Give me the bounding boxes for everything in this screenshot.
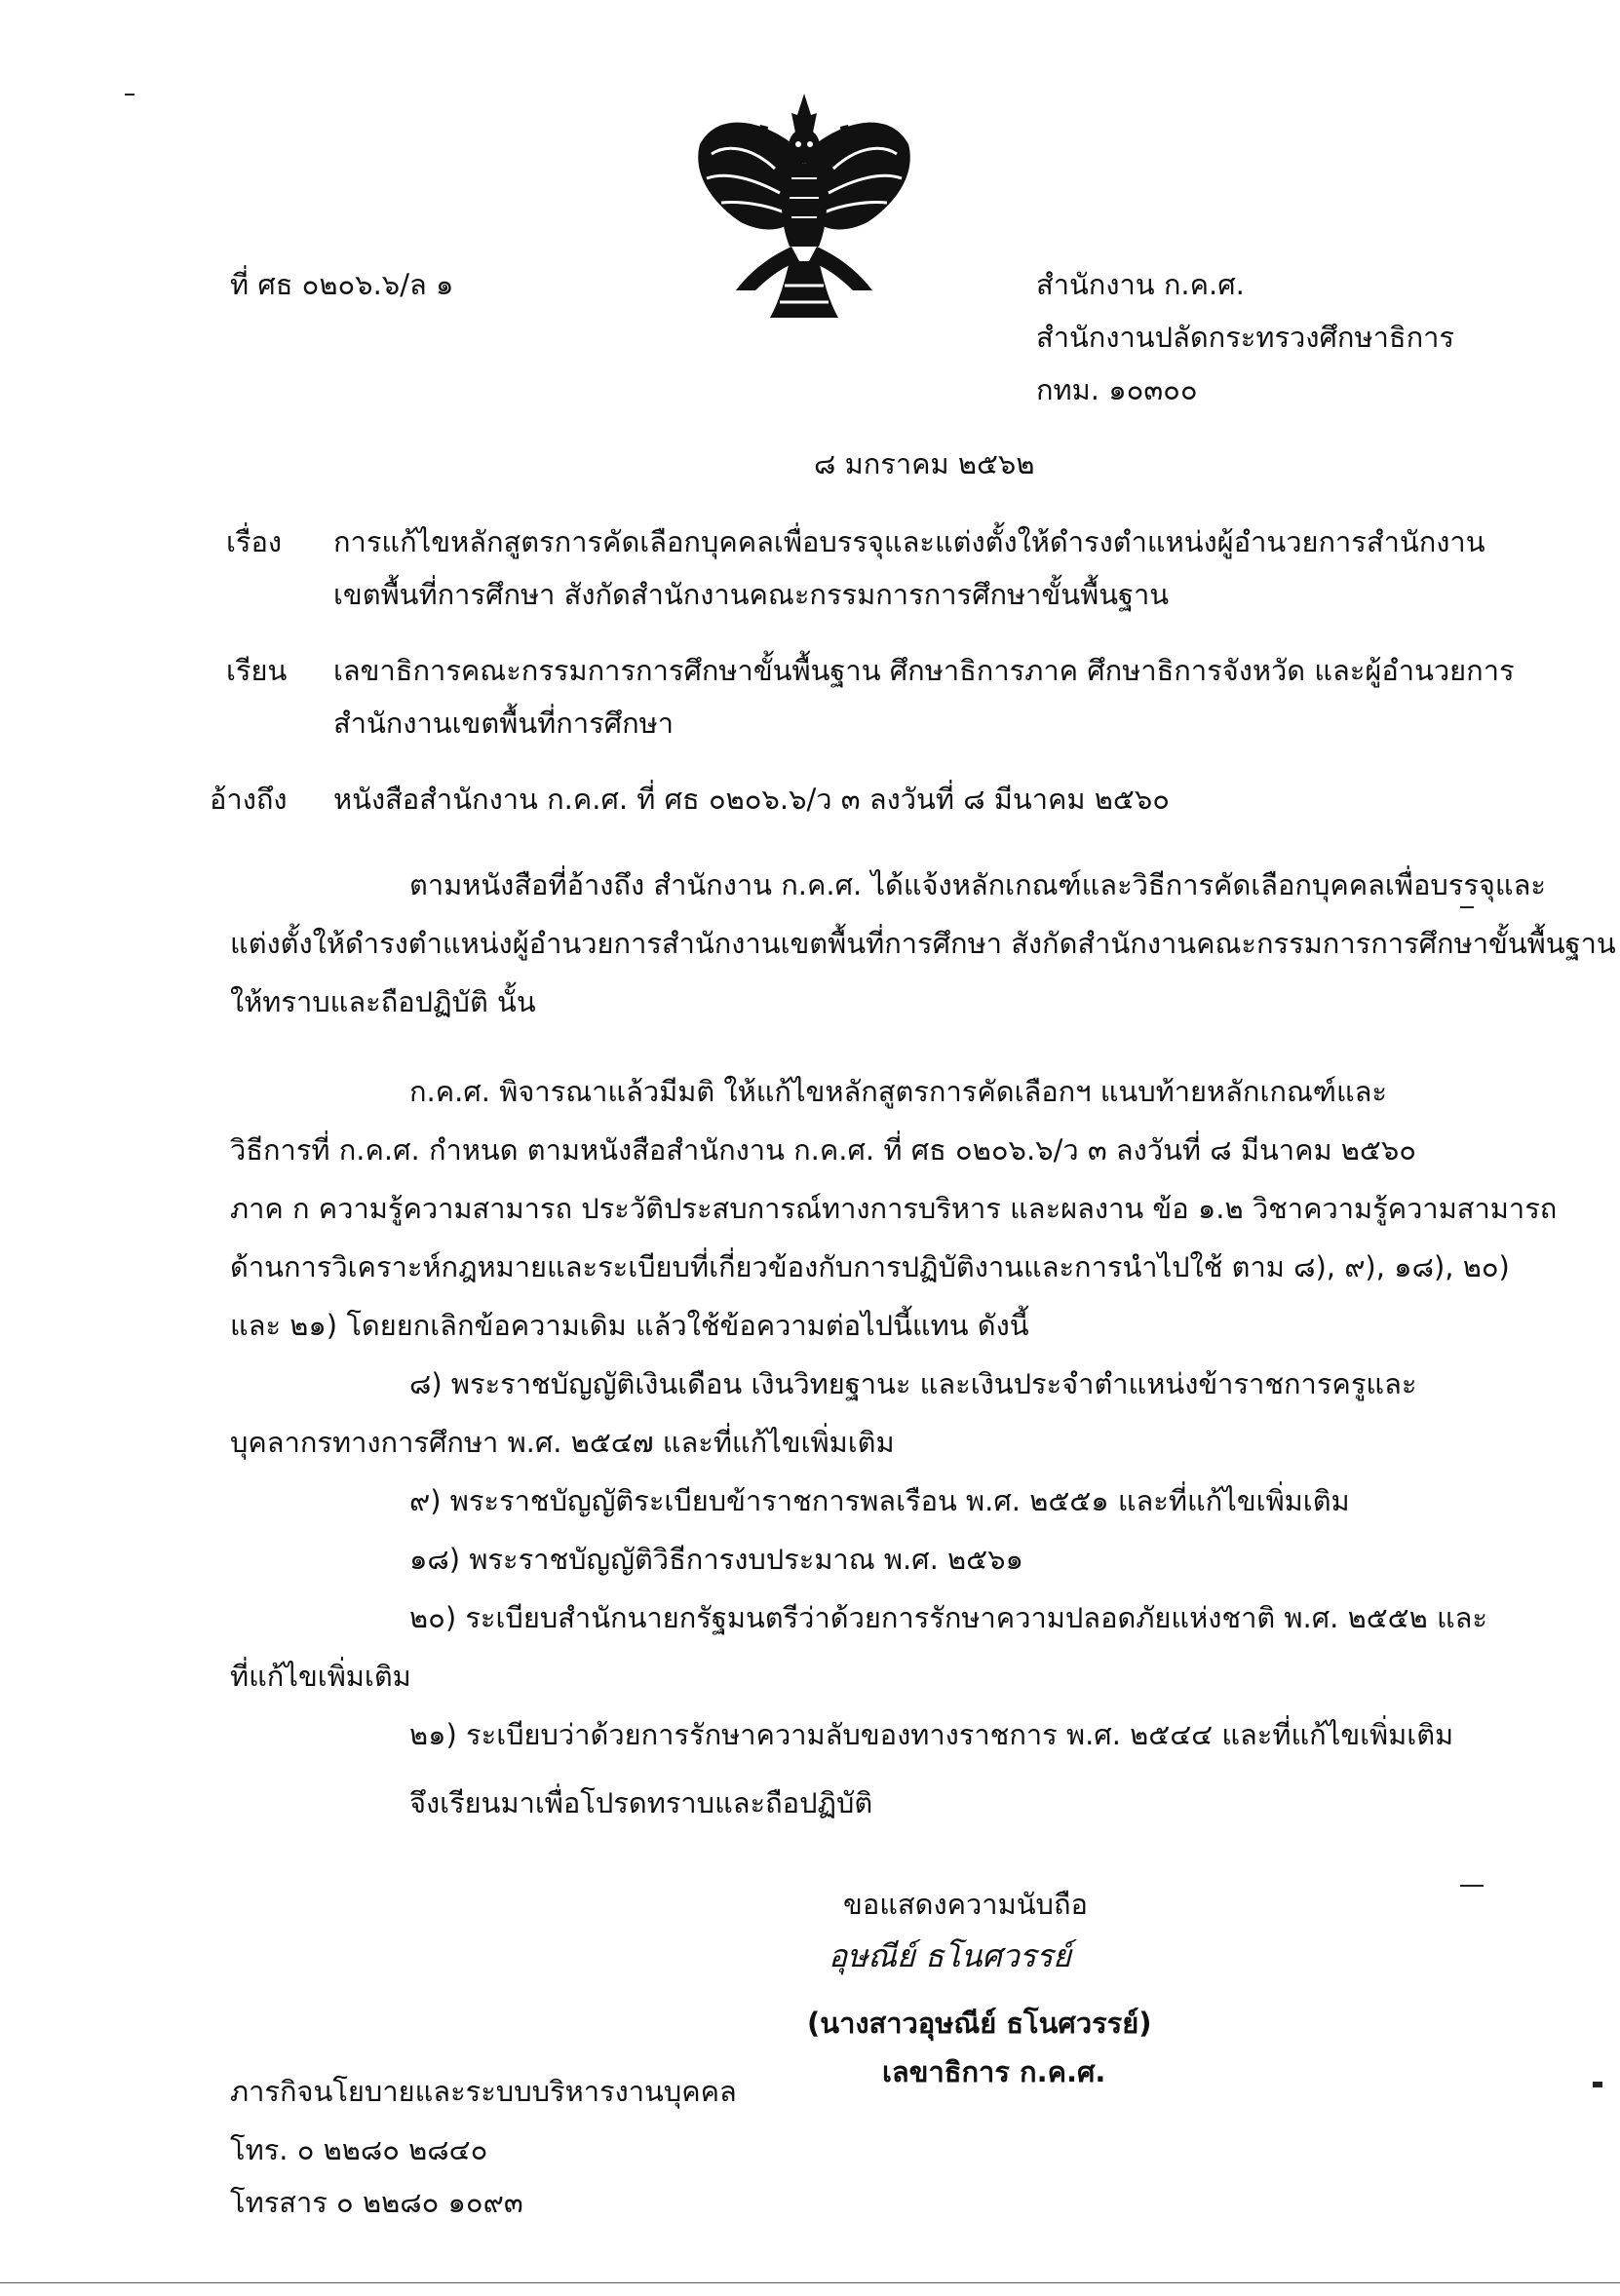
salutation: ขอแสดงความนับถือ <box>843 1888 1088 1921</box>
item-8-line-1: ๘) พระราชบัญญัติเงินเดือน เงินวิทยฐานะ และเงินประจำตำแหน่งข้าราชการครูและ <box>409 1367 1417 1400</box>
recipient-label: เรียน <box>226 654 288 687</box>
item-20-line-1: ๒๐) ระเบียบสำนักนายกรัฐมนตรีว่าด้วยการรักษาความปลอดภัยแห่งชาติ พ.ศ. ๒๕๕๒ และ <box>409 1601 1487 1634</box>
scan-mark <box>1593 2082 1602 2087</box>
scan-mark <box>1460 1885 1484 1887</box>
para1-line-2: แต่งตั้งให้ดำรงตำแหน่งผู้อำนวยการสำนักงานเขตพื้นที่การศึกษา สังกัดสำนักงานคณะกรรมการการศึกษาขั้นพื้นฐาน <box>230 927 1616 960</box>
subject-line-2: เขตพื้นที่การศึกษา สังกัดสำนักงานคณะกรรมการการศึกษาขั้นพื้นฐาน <box>333 578 1170 611</box>
signatory-position: เลขาธิการ ก.ค.ศ. <box>882 2055 1106 2088</box>
para2-line-3: ภาค ก ความรู้ความสามารถ ประวัติประสบการณ์ทางการบริหาร และผลงาน ข้อ ๑.๒ วิชาความรู้ความสามารถ <box>230 1192 1558 1225</box>
document-number: ที่ ศธ ๐๒๐๖.๖/ล ๑ <box>230 268 454 301</box>
scan-mark <box>125 94 135 96</box>
para2-line-5: และ ๒๑) โดยยกเลิกข้อความเดิม แล้วใช้ข้อความต่อไปนี้แทน ดังนี้ <box>230 1309 1029 1342</box>
reference-label: อ้างถึง <box>210 783 288 816</box>
office-line-3: กทม. ๑๐๓๐๐ <box>1036 373 1198 406</box>
item-9: ๙) พระราชบัญญัติระเบียบข้าราชการพลเรือน พ.ศ. ๒๕๕๑ และที่แก้ไขเพิ่มเติม <box>409 1484 1350 1517</box>
footer-unit: ภารกิจนโยบายและระบบบริหารงานบุคคล <box>230 2075 737 2108</box>
para2-line-2: วิธีการที่ ก.ค.ศ. กำหนด ตามหนังสือสำนักงาน ก.ค.ศ. ที่ ศธ ๐๒๐๖.๖/ว ๓ ลงวันที่ ๘ มีนาคม ๒๕๖๐ <box>230 1133 1416 1167</box>
page-bottom-edge <box>0 2282 1620 2283</box>
item-18: ๑๘) พระราชบัญญัติวิธีการงบประมาณ พ.ศ. ๒๕๖๑ <box>409 1543 1023 1576</box>
recipient-line-1: เลขาธิการคณะกรรมการการศึกษาขั้นพื้นฐาน ศึกษาธิการภาค ศึกษาธิการจังหวัด และผู้อำนวยการ <box>333 654 1515 687</box>
office-line-2: สำนักงานปลัดกระทรวงศึกษาธิการ <box>1036 321 1454 354</box>
office-line-1: สำนักงาน ก.ค.ศ. <box>1036 268 1245 301</box>
para2-line-4: ด้านการวิเคราะห์กฎหมายและระเบียบที่เกี่ยวข้องกับการปฏิบัติงานและการนำไปใช้ ตาม ๘), ๙), ๑๘), ๒๐) <box>230 1250 1510 1283</box>
footer-phone: โทร. ๐ ๒๒๘๐ ๒๘๔๐ <box>230 2133 488 2166</box>
document-date: ๘ มกราคม ๒๕๖๒ <box>814 447 1035 480</box>
para1-line-3: ให้ทราบและถือปฏิบัติ นั้น <box>230 985 536 1018</box>
para2-line-1: ก.ค.ศ. พิจารณาแล้วมีมติ ให้แก้ไขหลักสูตรการคัดเลือกฯ แนบท้ายหลักเกณฑ์และ <box>409 1075 1387 1108</box>
item-21: ๒๑) ระเบียบว่าด้วยการรักษาความลับของทางราชการ พ.ศ. ๒๕๔๔ และที่แก้ไขเพิ่มเติม <box>409 1718 1454 1751</box>
signatory-name: (นางสาวอุษณีย์ ธโนศวรรย์) <box>807 2007 1152 2040</box>
handwritten-signature: อุษณีย์ ธโนศวรรย์ <box>829 1937 1071 1974</box>
footer-fax: โทรสาร ๐ ๒๒๘๐ ๑๐๙๓ <box>230 2186 523 2219</box>
garuda-emblem <box>682 86 926 324</box>
closing-sentence: จึงเรียนมาเพื่อโปรดทราบและถือปฏิบัติ <box>409 1786 873 1819</box>
scan-mark <box>1460 906 1474 908</box>
reference-text: หนังสือสำนักงาน ก.ค.ศ. ที่ ศธ ๐๒๐๖.๖/ว ๓ ลงวันที่ ๘ มีนาคม ๒๕๖๐ <box>333 783 1170 816</box>
subject-label: เรื่อง <box>226 525 283 558</box>
recipient-line-2: สำนักงานเขตพื้นที่การศึกษา <box>333 707 675 740</box>
para1-line-1: ตามหนังสือที่อ้างถึง สำนักงาน ก.ค.ศ. ได้แจ้งหลักเกณฑ์และวิธีการคัดเลือกบุคคลเพื่อบรรจุและ <box>409 868 1546 901</box>
item-20-line-2: ที่แก้ไขเพิ่มเติม <box>230 1660 411 1693</box>
subject-line-1: การแก้ไขหลักสูตรการคัดเลือกบุคคลเพื่อบรรจุและแต่งตั้งให้ดำรงตำแหน่งผู้อำนวยการสำนักงาน <box>333 525 1485 558</box>
item-8-line-2: บุคลากรทางการศึกษา พ.ศ. ๒๕๔๗ และที่แก้ไขเพิ่มเติม <box>230 1426 895 1459</box>
